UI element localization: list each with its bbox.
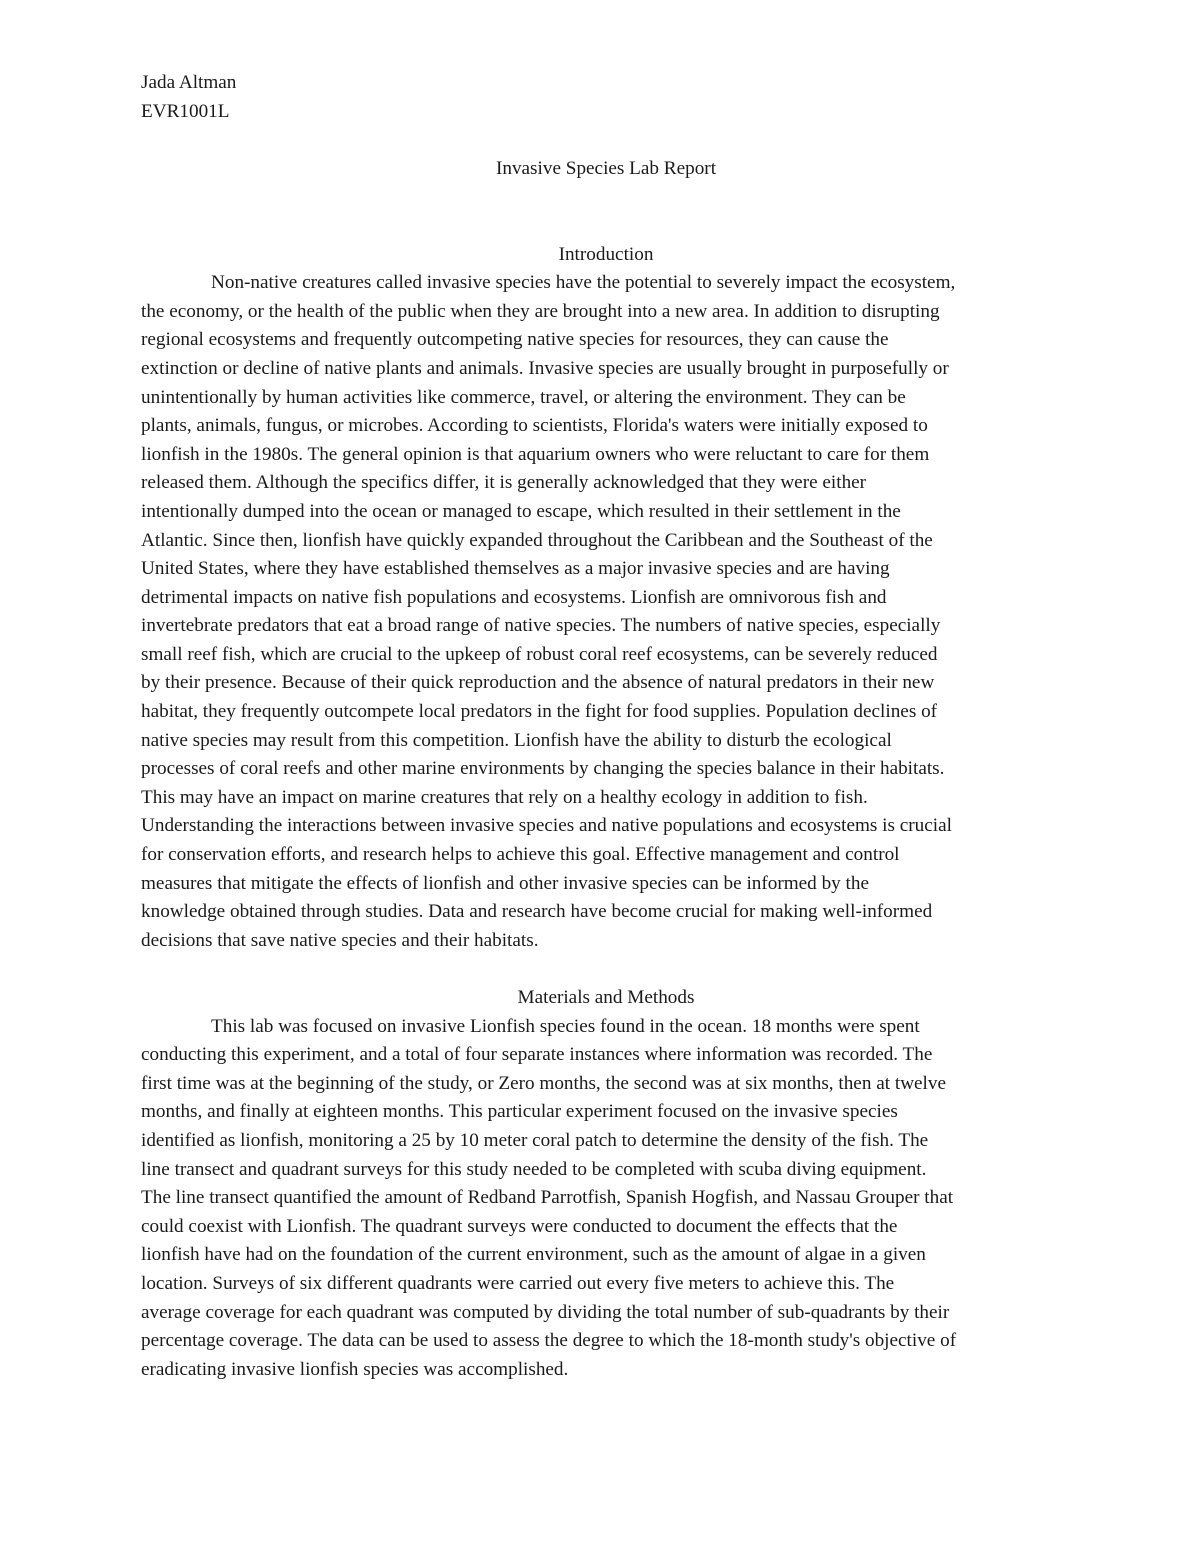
materials-methods-paragraph: [141, 1013, 1071, 1385]
materials-methods-line: conducting this experiment, and a total of four separate instances where information was recorded. The: [141, 1044, 933, 1066]
introduction-heading: Introduction: [558, 243, 654, 265]
introduction-line: native species may result from this competition. Lionfish have the ability to disturb the ecological: [141, 729, 892, 751]
materials-methods-line: line transect and quadrant surveys for this study needed to be completed with scuba diving equipment.: [141, 1158, 927, 1180]
materials-methods-line: average coverage for each quadrant was computed by dividing the total number of sub-quadrants by their: [141, 1301, 950, 1323]
document-title: Invasive Species Lab Report: [495, 157, 717, 179]
materials-methods-line: location. Surveys of six different quadrants were carried out every five meters to achieve this. The: [141, 1272, 895, 1294]
introduction-line: for conservation efforts, and research helps to achieve this goal. Effective management and control: [141, 844, 900, 866]
introduction-line: unintentionally by human activities like commerce, travel, or altering the environment. They can be: [141, 386, 906, 408]
introduction-line: regional ecosystems and frequently outcompeting native species for resources, they can cause the: [141, 329, 889, 351]
author-name: Jada Altman: [141, 72, 237, 93]
introduction-line: extinction or decline of native plants and animals. Invasive species are usually brought in purposefully or: [141, 357, 949, 379]
document-body: [141, 69, 1071, 1384]
materials-methods-line: The line transect quantified the amount of Redband Parrotfish, Spanish Hogfish, and Nassau Grouper that: [141, 1187, 954, 1209]
introduction-line: This may have an impact on marine creatures that rely on a healthy ecology in addition to fish.: [141, 786, 868, 808]
introduction-line: small reef fish, which are crucial to the upkeep of robust coral reef ecosystems, can be severely reduced: [141, 643, 938, 665]
spacer: [141, 955, 1071, 984]
introduction-line: measures that mitigate the effects of lionfish and other invasive species can be informed by the: [141, 872, 870, 894]
introduction-line: United States, where they have established themselves as a major invasive species and are having: [141, 558, 890, 580]
materials-methods-line: months, and finally at eighteen months. This particular experiment focused on the invasive species: [141, 1101, 898, 1123]
materials-methods-line: first time was at the beginning of the study, or Zero months, the second was at six months, then at twelve: [141, 1072, 947, 1094]
introduction-line: Atlantic. Since then, lionfish have quickly expanded throughout the Caribbean and the Southeast of the: [141, 529, 933, 551]
introduction-paragraph: [141, 269, 1071, 955]
introduction-line: decisions that save native species and their habitats.: [141, 929, 539, 951]
materials-methods-heading: Materials and Methods: [517, 987, 695, 1008]
introduction-line: detrimental impacts on native fish populations and ecosystems. Lionfish are omnivorous fish and: [141, 586, 887, 608]
introduction-line: intentionally dumped into the ocean or managed to escape, which resulted in their settlement in the: [141, 500, 901, 522]
introduction-line: knowledge obtained through studies. Data and research have become crucial for making well-informed: [141, 901, 933, 923]
introduction-line: Understanding the interactions between invasive species and native populations and ecosystems is crucial: [141, 815, 952, 837]
materials-methods-line: could coexist with Lionfish. The quadrant surveys were conducted to document the effects that the: [141, 1215, 898, 1237]
materials-methods-line: eradicating invasive lionfish species was accomplished.: [141, 1358, 569, 1380]
materials-methods-line: identified as lionfish, monitoring a 25 by 10 meter coral patch to determine the density of the fish. The: [141, 1129, 929, 1151]
materials-methods-line: This lab was focused on invasive Lionfish species found in the ocean. 18 months were spent: [211, 1015, 920, 1037]
introduction-line: invertebrate predators that eat a broad range of native species. The numbers of native species, especially: [141, 615, 941, 637]
materials-methods-line: lionfish have had on the foundation of the current environment, such as the amount of algae in a given: [141, 1244, 926, 1266]
materials-methods-line: percentage coverage. The data can be used to assess the degree to which the 18-month study's objective of: [141, 1330, 957, 1352]
introduction-line: by their presence. Because of their quick reproduction and the absence of natural predators in their new: [141, 672, 935, 694]
spacer: [141, 183, 1071, 240]
course-code: EVR1001L: [141, 100, 230, 122]
introduction-line: the economy, or the health of the public when they are brought into a new area. In addition to disrupting: [141, 300, 940, 322]
introduction-line: processes of coral reefs and other marine environments by changing the species balance in their habitats.: [141, 758, 945, 780]
introduction-line: released them. Although the specifics differ, it is generally acknowledged that they were either: [141, 472, 867, 494]
introduction-line: lionfish in the 1980s. The general opinion is that aquarium owners who were reluctant to care for them: [141, 443, 930, 465]
introduction-line: Non-native creatures called invasive species have the potential to severely impact the ecosystem,: [211, 272, 956, 294]
introduction-line: plants, animals, fungus, or microbes. According to scientists, Florida's waters were initially exposed to: [141, 415, 928, 437]
introduction-line: habitat, they frequently outcompete local predators in the fight for food supplies. Population declines of: [141, 701, 938, 723]
